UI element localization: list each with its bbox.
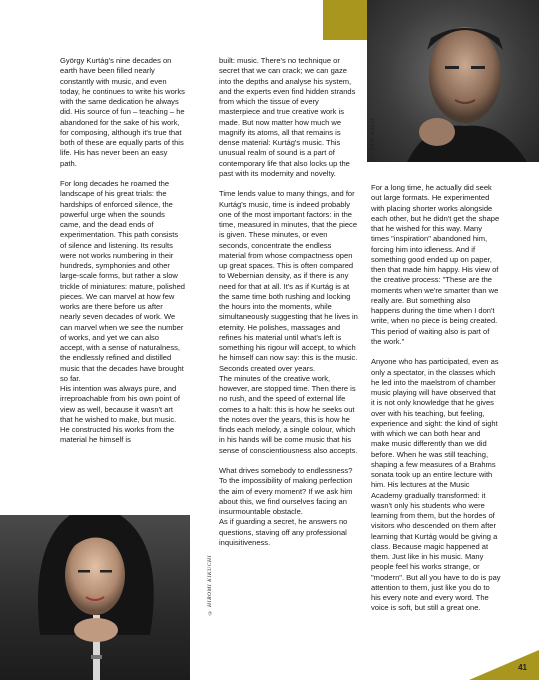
text-column-1 <box>60 56 185 456</box>
portrait-photo-woman <box>0 515 190 680</box>
portrait-man-illustration <box>367 0 539 162</box>
paragraph: His intention was always pure, and irreproachable from his own point of view as well, because it wasn't art that he wished to make, but music. He constructed his works from the material he himself is <box>60 384 180 445</box>
paragraph: As if guarding a secret, he answers no questions, staving off any professional inquisitiveness. <box>219 517 348 547</box>
portrait-photo-man <box>367 0 539 162</box>
paragraph: For long decades he roamed the landscape of his great trials: the hardships of enforced silence, the powerful urge when the sounds came, and the dead ends of experimentation. This path consists of silence and listening. Its results were not works numbering in their hundreds, symphonies and other large-scale forms, but rather a slow trickle of miniatures: mature, polished pieces. We can marvel at how few works are there before us after nearly seven decades of work. We can marvel when we see the number of works, and yet we can also accept, with a sense of naturalness, the endlessly refined and distilled music that the decades have brought so far. <box>60 179 185 383</box>
paragraph: György Kurtág's nine decades on earth have been filled nearly constantly with music, and even today, he continues to write his works with the same dedication he always did. His source of fun – teaching – he abandoned for the sake of his work, for composing, although it's true that both of these are equally parts of this life. His has never been an easy path. <box>60 56 185 168</box>
paragraph: Time lends value to many things, and for Kurtág's music, time is indeed probably one of the most important factors: in the time, measured in minutes, that the piece is given. These minutes, or even seconds, concentrate the endless material from whose compactness open up great spaces. This is often compared to Webernian density, as if there is any need for that at all. It's as if Kurtág is at the same time both rushing and locking the hours into the moments, while simultaneously suggesting that he lives in eternity. He polishes, massages and refines his material until what's left is something his rigour will accept, to which he himself can now say: this is the music. Seconds created over years. <box>219 189 358 373</box>
paragraph: For a long time, he actually did seek out large formats. He experimented with placing shorter works alongside each other, but he didn't get the shape that he wished for this way. Many times "inspiration" abandoned him, forcing him into idleness. And if something good ended up on paper, then that made him happy. His view of the creative process: "These are the moments when we're smarter than we really are. But something also happens during the time when I don't write, when no piece is being created. This period of waiting also is part of the work." <box>371 183 500 346</box>
accent-block <box>323 0 367 40</box>
portrait-woman-illustration <box>0 515 190 680</box>
photo-credit-left: © HIROMI KIKUCHI <box>207 555 213 616</box>
paragraph: What drives somebody to endlessness? To the impossibility of making perfection the aim of every moment? If we ask him about this, we find ourselves facing an insurmountable obstacle. <box>219 466 353 516</box>
photo-credit-right: © KEN HAKII <box>370 118 376 159</box>
paragraph: Anyone who has participated, even as only a spectator, in the classes which he led into the maelstrom of chamber music playing will have observed that it is not only knowledge that he gives over with his teaching, but feeling, experience and sight: the kind of sight with which we can both hear and make music differently than we did before. When he was still teaching, shaping a few measures of a Brahms sonata took up an entire lecture with him. His lectures at the Music Academy gradually transformed: it wasn't only his students who were learning from them, but the hordes of visitors who descended on them after learning that Kurtág would be giving a class. Because magic happened at them. Just like in his music. Many people feel his works strange, or "modern". But all you have to do is pay attention to them, just like you do to his every note and every word. The voice is soft, but still a great one. <box>371 357 501 613</box>
paragraph: built: music. There's no technique or secret that we can crack; we can gaze into the depths and analyse his system, and the experts even find hidden strands from which the tissue of every masterpiece and true creative work is made. But now matter how much we magnify its atoms, all that remains is dense material: Kurtág's music. This unusual realm of sound is a part of contemporary life that also locks up the past with its modernity and novelty. <box>219 56 356 178</box>
paragraph: The minutes of the creative work, however, are stopped time. Then there is no rush, and the speed of external life comes to a halt: this is how he seeks out the notes over the years, this is how he finds each melody, a single colour, which in his hands will be come music that his sense of conscientiousness also accepts. <box>219 373 358 455</box>
text-column-2 <box>219 56 359 558</box>
page-number: 41 <box>518 663 527 672</box>
text-column-3 <box>371 183 501 624</box>
